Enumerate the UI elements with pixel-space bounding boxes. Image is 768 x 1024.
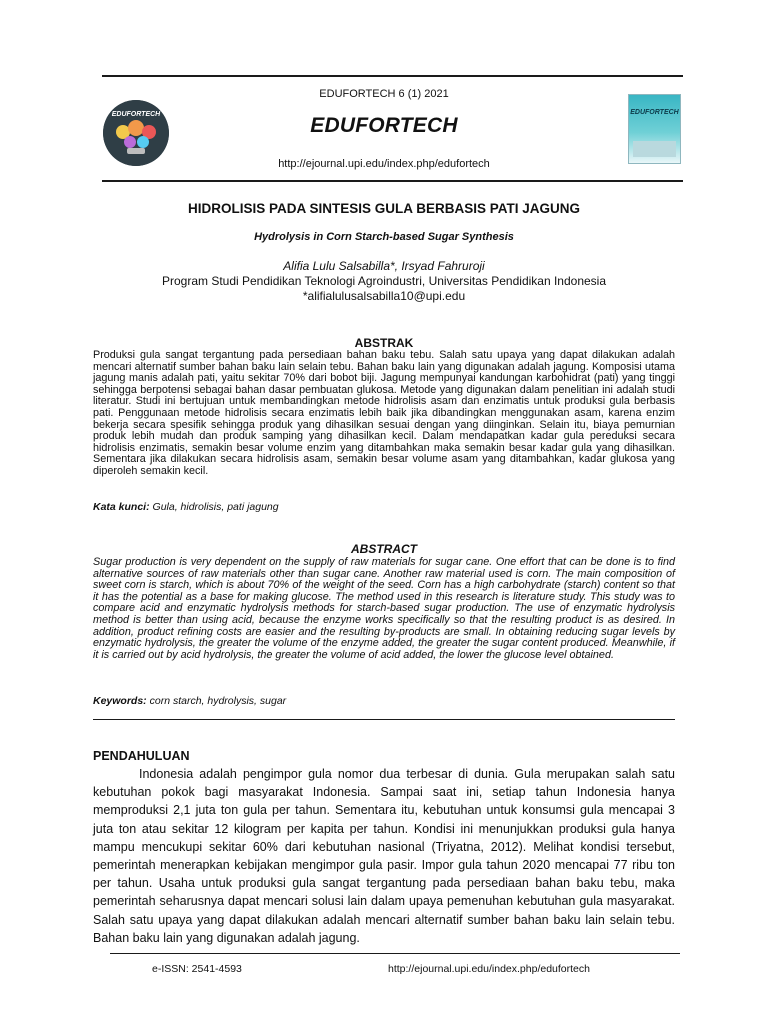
keywords-label: Keywords: [93, 695, 147, 707]
kata-kunci-label: Kata kunci: [93, 501, 150, 513]
paper-title: HIDROLISIS PADA SINTESIS GULA BERBASIS PATI JAGUNG [187, 201, 581, 216]
footer-rule [110, 953, 680, 954]
pendahuluan-heading: PENDAHULUAN [93, 749, 190, 763]
paper-subtitle: Hydrolysis in Corn Starch-based Sugar Synthesis [254, 231, 514, 243]
keywords [93, 695, 286, 707]
footer-url-link[interactable]: http://ejournal.upi.edu/index.php/edufortech [388, 963, 590, 975]
lightbulb-logo-icon [103, 100, 169, 166]
keywords-values: corn starch, hydrolysis, sugar [146, 695, 287, 707]
abstract-divider [93, 719, 675, 720]
header-top-rule [102, 75, 683, 77]
abstrak-body: Produksi gula sangat tergantung pada persediaan bahan baku tebu. Salah satu upaya yang dapat dilakukan adalah mencari alternatif sumber bahan baku lain selain tebu. Bahan baku lain yang digunakan adalah jagung. Komposisi utama jagung manis adalah pati, yaitu sekitar 70% dari bobot biji. Jagung mempunyai kandungan karbohidrat (pati) yang tinggi sehingga berpotensi sebagai bahan dasar pembuatan glukosa. Metode yang digunakan dalam penelitian ini adalah studi literatur. Studi ini bertujuan untuk membandingkan metode hidrolisis asam dan enzimatis untuk produksi gula berbasis pati. Penggunaan metode hidrolisis secara enzimatis lebih baik jika dibandingkan menggunakan asam, karena enzim bekerja secara spesifik sehingga produk yang dihasilkan sesuai dengan yang diinginkan. Selain itu, biaya pemurnian produk lebih mudah dan produk samping yang dihasilkan kecil. Dalam mendapatkan kadar gula pereduksi secara hidrolisis enzimatis, semakin besar volume enzim yang ditambahkan maka semakin besar kadar gula yang dihasilkan. Sementara jika dilakukan secara hidrolisis asam, semakin besar volume asam yang ditambahkan, kadar glukosa yang diperoleh semakin kecil. [93, 349, 675, 477]
journal-issue: EDUFORTECH 6 (1) 2021 [319, 88, 449, 100]
cover-title: EDUFORTECH [630, 109, 679, 116]
abstrak-heading: ABSTRAK [354, 336, 414, 350]
abstract-body: Sugar production is very dependent on the supply of raw materials for sugar cane. One effort that can be done is to find alternative sources of raw materials other than sugar cane. Another raw material used is corn. The main composition of sweet corn is starch, which is about 70% of the weight of the seed. Corn has a high carbohydrate (starch) content so that it has the potential as a base for making glucose. The method used in this research is literature study. This study was to compare acid and enzymatic hydrolysis methods for starch-based sugar production. The use of enzymatic hydrolysis method is better than using acid, because the enzyme works specifically so that the resulting product is as desired. In addition, product refining costs are easier and the resulting by-products are small. In obtaining reducing sugar levels by enzymatic hydrolysis, the greater the volume of the enzyme added, the greater the sugar content produced. Meanwhile, if it is carried out by acid hydrolysis, the greater the volume of acid added, the lower the glucose level obtained. [93, 556, 675, 661]
kata-kunci-values: Gula, hidrolisis, pati jagung [149, 501, 279, 513]
cover-city-silhouette [633, 141, 676, 157]
kata-kunci [93, 501, 279, 513]
journal-cover-thumbnail [628, 94, 681, 164]
header-bottom-rule [102, 180, 683, 182]
logo-text: EDUFORTECH [111, 111, 161, 118]
pendahuluan-body: Indonesia adalah pengimpor gula nomor dua terbesar di dunia. Gula merupakan salah satu kebutuhan pokok bagi masyarakat Indonesia. Sampai saat ini, setiap tahun Indonesia hanya memproduksi 2,1 juta ton gula per tahun. Sementara itu, kebutuhan untuk konsumsi gula mencapai 3 juta ton atau sekitar 12 kilogram per kapita per tahun. Kondisi ini menunjukkan produksi gula hanya mampu mencukupi sekitar 60% dari kebutuhan nasional (Triyatna, 2012). Melihat kondisi tersebut, pemerintah menerapkan kebijakan mengimpor gula pasir. Impor gula tahun 2020 mencapai 77 ribu ton per tahun. Usaha untuk produksi gula sangat tergantung pada persediaan bahan baku tebu, maka pemerintah seharusnya dapat mencari solusi lain dalam upaya pemenuhan kebutuhan gula masyarakat. Salah satu upaya yang dapat dilakukan adalah mencari alternatif sumber bahan baku lain selain tebu. Bahan baku lain yang digunakan adalah jagung. [93, 767, 675, 945]
journal-title: EDUFORTECH [310, 114, 458, 137]
journal-logo [103, 100, 169, 166]
corresponding-email[interactable]: *alifialulusalsabilla10@upi.edu [302, 289, 466, 303]
footer-issn: e-ISSN: 2541-4593 [152, 963, 242, 975]
author-list: Alifia Lulu Salsabilla*, Irsyad Fahruroji [283, 259, 485, 273]
journal-url-link[interactable]: http://ejournal.upi.edu/index.php/edufortech [278, 158, 490, 170]
affiliation: Program Studi Pendidikan Teknologi Agroindustri, Universitas Pendidikan Indonesia [161, 274, 607, 288]
abstract-heading: ABSTRACT [351, 542, 417, 556]
